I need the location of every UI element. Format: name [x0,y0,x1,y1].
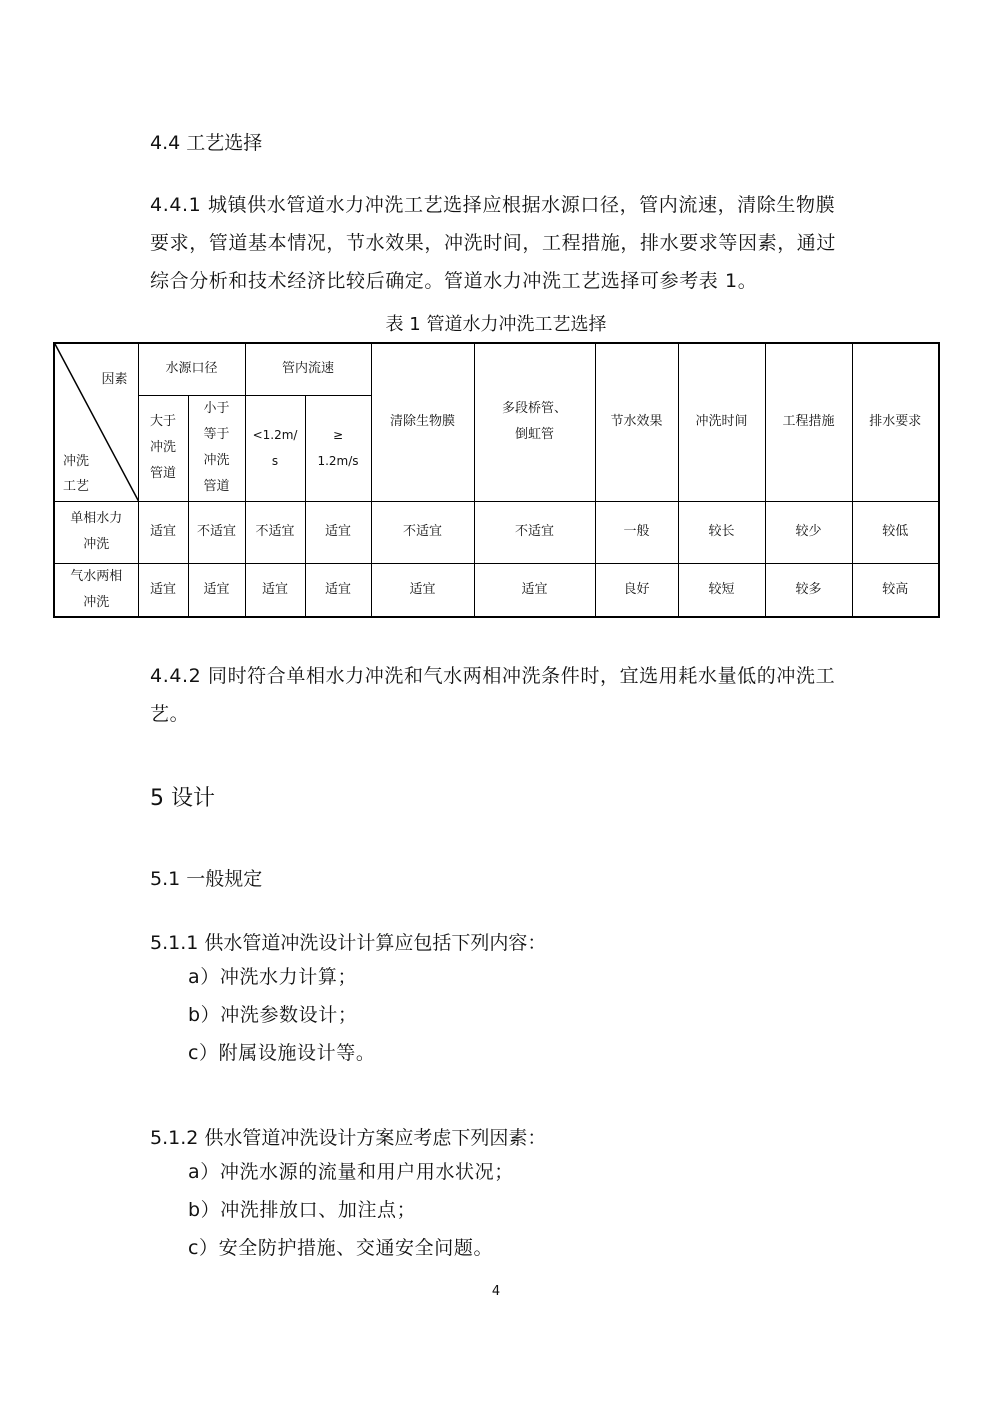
table-row [54,563,939,617]
table-cell: 不适宜 [474,501,595,563]
table-cell: 一般 [595,501,678,563]
header-biofilm-removal: 清除生物膜 [371,343,474,501]
paragraph-line: 4.4.2 同时符合单相水力冲洗和气水两相冲洗条件时，宜选用耗水量低的冲洗工 [150,665,836,687]
list-item: b）冲洗参数设计； [188,1004,358,1026]
paragraph-line: 4.4.1 城镇供水管道水力冲洗工艺选择应根据水源口径，管内流速，清除生物膜 [150,194,836,216]
header-larger-than-pipe: 大于 冲洗 管道 [138,395,188,501]
table-cell: 适宜 [138,563,188,617]
header-velocity-above: ≥ 1.2m/s [305,395,371,501]
table-cell: 适宜 [474,563,595,617]
section-heading-5-1: 5.1 一般规定 [150,868,263,890]
list-5-1-1 [188,958,375,1072]
table-caption: 表 1 管道水力冲洗工艺选择 [385,314,607,335]
header-engineering-measures: 工程措施 [765,343,852,501]
table-cell: 适宜 [245,563,305,617]
table-cell: 较短 [678,563,765,617]
header-group-source-diameter: 水源口径 [138,343,245,395]
table-cell: 适宜 [305,563,371,617]
table-cell: 良好 [595,563,678,617]
header-velocity-below: <1.2m/ s [245,395,305,501]
table-cell: 不适宜 [371,501,474,563]
table-cell: 不适宜 [245,501,305,563]
corner-process-label: 冲洗 工艺 [63,454,90,494]
table-cell: 较多 [765,563,852,617]
list-item: c）安全防护措施、交通安全问题。 [188,1237,494,1259]
page-number: 4 [491,1284,501,1299]
table-cell: 较低 [852,501,939,563]
table-cell: 较高 [852,563,939,617]
table-corner-cell [54,343,138,501]
table-cell: 较长 [678,501,765,563]
section-heading-4-4: 4.4 工艺选择 [150,132,263,154]
header-flushing-time: 冲洗时间 [678,343,765,501]
header-less-equal-pipe: 小于 等于 冲洗 管道 [188,395,245,501]
list-item: a）冲洗水源的流量和用户用水状况； [188,1161,514,1183]
section-heading-5: 5 设计 [150,786,215,811]
paragraph-5-1-2: 5.1.2 供水管道冲洗设计方案应考虑下列因素： [150,1127,547,1149]
table-cell: 适宜 [138,501,188,563]
table-cell: 适宜 [305,501,371,563]
list-5-1-2 [188,1153,514,1267]
table-cell: 较少 [765,501,852,563]
header-group-flow-velocity: 管内流速 [245,343,371,395]
table-cell: 适宜 [371,563,474,617]
corner-factor-label: 因素 [101,372,128,387]
paragraph-4-4-1 [150,186,836,300]
table-row [54,501,939,563]
table-cell: 不适宜 [188,501,245,563]
table-cell: 适宜 [188,563,245,617]
list-item: c）附属设施设计等。 [188,1042,376,1064]
header-multi-bridge-pipe: 多段桥管、 倒虹管 [474,343,595,501]
flushing-process-table [53,342,940,618]
paragraph-line: 艺。 [150,703,190,725]
list-item: b）冲洗排放口、加注点； [188,1199,417,1221]
row-label: 单相水力 冲洗 [54,501,138,563]
paragraph-line: 要求，管道基本情况，节水效果，冲洗时间，工程措施，排水要求等因素，通过 [150,232,837,254]
header-drainage-requirements: 排水要求 [852,343,939,501]
paragraph-line: 综合分析和技术经济比较后确定。管道水力冲洗工艺选择可参考表 1。 [150,270,758,292]
paragraph-5-1-1: 5.1.1 供水管道冲洗设计计算应包括下列内容： [150,932,547,954]
row-label: 气水两相 冲洗 [54,563,138,617]
header-water-saving: 节水效果 [595,343,678,501]
paragraph-4-4-2 [150,657,835,733]
list-item: a）冲洗水力计算； [188,966,358,988]
